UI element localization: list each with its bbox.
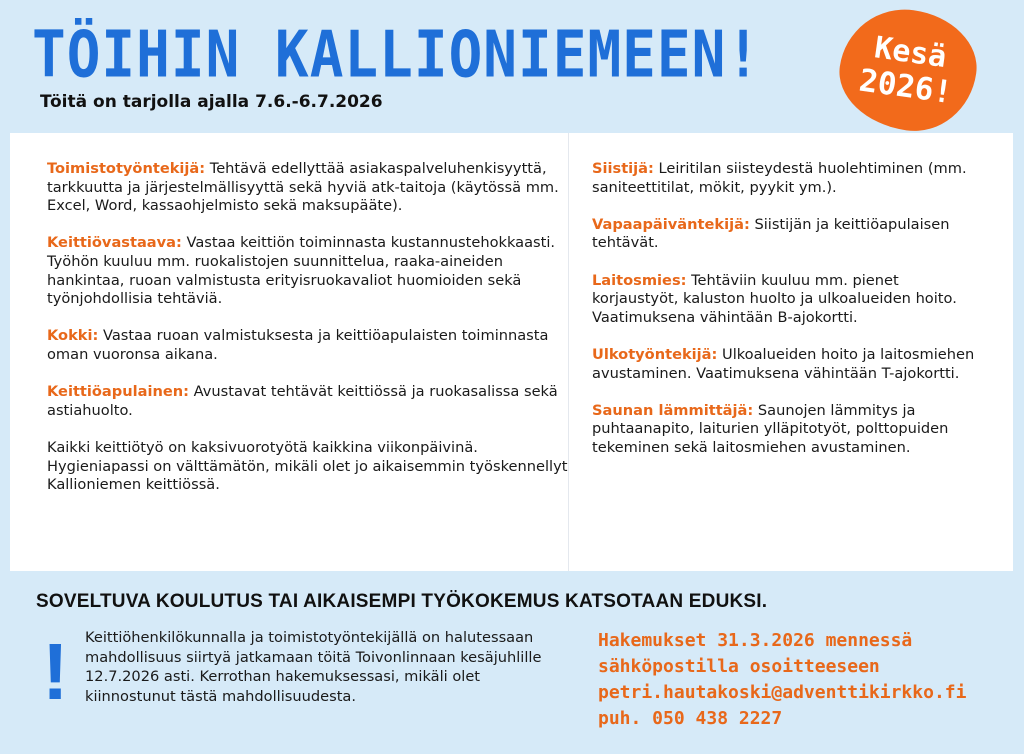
exclamation-icon: !: [42, 627, 69, 716]
job-description: Leiritilan siisteydestä huolehtiminen (mm. saniteettitilat, mökit, pyykit ym.).: [592, 160, 967, 196]
right-job-column: [592, 160, 982, 476]
job-description: Avustavat tehtävät keittiössä ja ruokasalissa sekä astiahuolto.: [47, 383, 558, 419]
job-role: Laitosmies:: [592, 271, 687, 289]
job-description: Tehtäviin kuuluu mm. pienet korjaustyöt, kaluston huolto ja ulkoalueiden hoito. Vaatimuksena vähintään B-ajokortti.: [592, 271, 957, 326]
job-role: Vapaapäiväntekijä:: [592, 215, 750, 233]
job-role: Kokki:: [47, 327, 99, 345]
season-badge: [832, 1, 983, 139]
job-role: Siistijä:: [592, 160, 654, 177]
job-role: Keittiövastaava:: [47, 234, 182, 252]
badge-line-1: Kesä: [872, 30, 949, 76]
contact-phone: puh. 050 438 2227: [598, 708, 783, 729]
job-description: Siistijän ja keittiöapulaisen tehtävät.: [592, 215, 950, 252]
job-entry: [592, 272, 982, 328]
job-entry: [47, 234, 569, 308]
qualification-headline: SOVELTUVA KOULUTUS TAI AIKAISEMPI TYÖKOKEMUS KATSOTAAN EDUKSI.: [36, 591, 768, 612]
badge-line-2: 2026!: [856, 62, 955, 112]
job-entry: [592, 216, 982, 253]
left-job-column: [47, 160, 569, 513]
job-description: Vastaa ruoan valmistuksesta ja keittiöapulaisten toiminnasta oman vuoronsa aikana.: [47, 327, 549, 363]
email-intro-line: sähköpostilla osoitteeseen: [598, 656, 880, 677]
job-description: Ulkoalueiden hoito ja laitosmiehen avustaminen. Vaatimuksena vähintään T-ajokortti.: [592, 345, 975, 382]
job-role: Saunan lämmittäjä:: [592, 401, 754, 419]
contact-email: petri.hautakoski@adventtikirkko.fi: [598, 682, 967, 703]
job-description: Saunojen lämmitys ja puhtaanapito, laiturien ylläpitotyöt, polttopuiden tekeminen sekä laitosmiehen avustaminen.: [592, 401, 949, 456]
job-entry: [592, 160, 982, 197]
job-entry: [592, 346, 982, 383]
job-description: Vastaa keittiön toiminnasta kustannustehokkaasti. Työhön kuuluu mm. ruokalistojen suunnittelua, raaka-aineiden hankintaa, ruoan valmistusta erityisruokavaliot huomioiden sekä työnjohdollisia tehtäviä.: [47, 234, 556, 308]
job-entry: [592, 402, 982, 458]
job-description: Tehtävä edellyttää asiakaspalveluhenkisyyttä, tarkkuutta ja järjestelmällisyyttä sekä hyviä atk-taitoja (käytössä mm. Excel, Word, kassaohjelmisto sekä maksupääte).: [47, 160, 559, 215]
job-entry: [47, 383, 569, 420]
page-title: TÖIHIN KALLIONIEMEEN!: [32, 18, 762, 93]
kitchen-info-paragraph: Kaikki keittiötyö on kaksivuorotyötä kaikkina viikonpäivinä. Hygieniapassi on välttämätön, mikäli olet jo aikaisemmin työskennellyt Kallioniemen keittiössä.: [47, 438, 568, 494]
application-contact: [598, 628, 966, 732]
job-role: Keittiöapulainen:: [47, 383, 189, 401]
job-entry: [47, 327, 569, 364]
deadline-line: Hakemukset 31.3.2026 mennessä: [598, 630, 913, 651]
job-role: Ulkotyöntekijä:: [592, 345, 718, 363]
page-subtitle: Töitä on tarjolla ajalla 7.6.-6.7.2026: [40, 92, 383, 112]
job-role: Toimistotyöntekijä:: [47, 160, 206, 177]
job-entry: [47, 160, 569, 216]
transfer-note: Keittiöhenkilökunnalla ja toimistotyöntekijällä on halutessaan mahdollisuus siirtyä jatkamaan töitä Toivonlinnaan kesäjuhlille 12.7.2026 asti. Kerrothan hakemuksessasi, mikäli olet kiinnostunut tästä mahdollisuudesta.: [85, 629, 542, 705]
